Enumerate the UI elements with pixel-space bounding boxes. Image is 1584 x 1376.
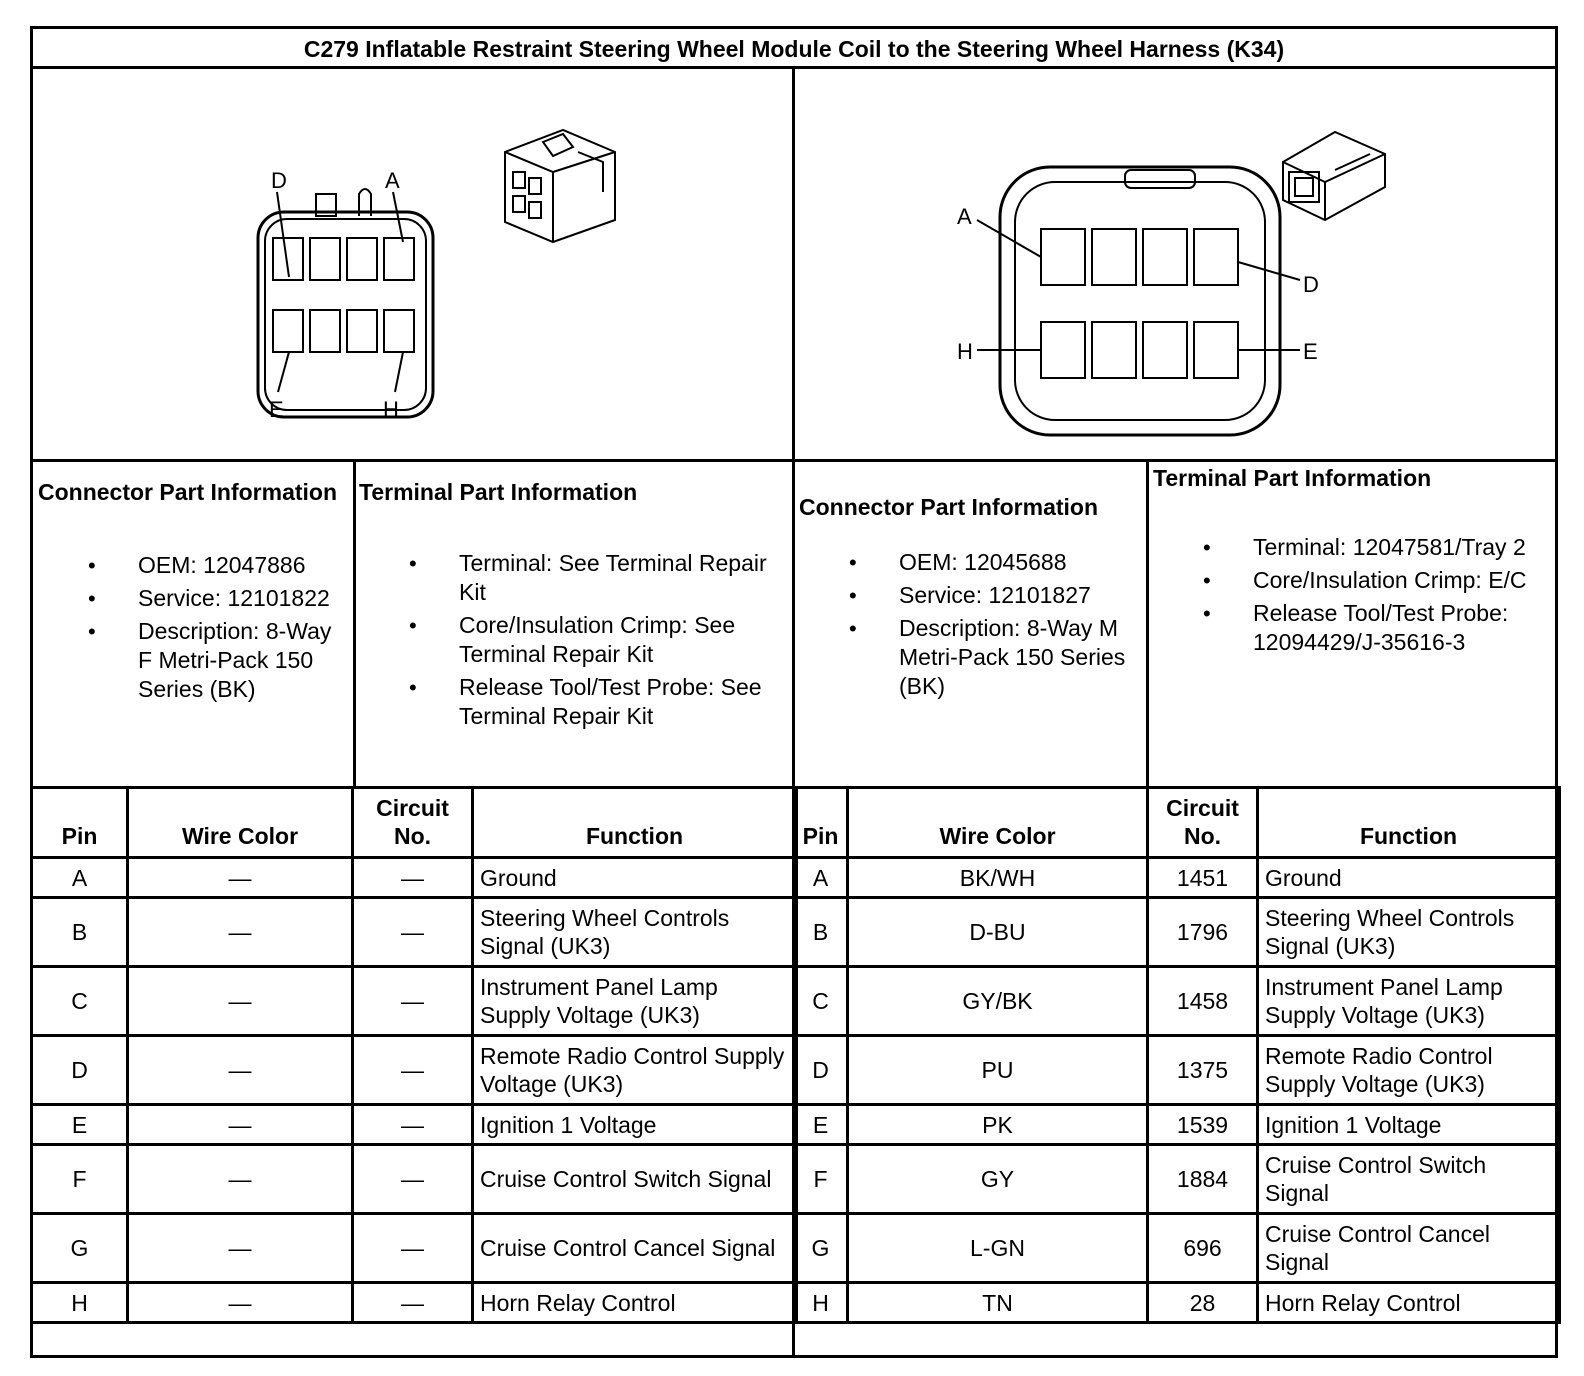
cell-wire: —	[128, 967, 353, 1036]
right-connector-list	[799, 548, 1143, 701]
cell-wire: TN	[848, 1283, 1148, 1323]
cell-pin: H	[32, 1283, 128, 1323]
cell-circuit: —	[353, 1105, 473, 1145]
left-terminal-heading: Terminal Part Information	[359, 479, 638, 505]
table-row	[794, 1145, 1560, 1214]
cell-function: Remote Radio Control Supply Voltage (UK3)	[473, 1036, 797, 1105]
cell-circuit: 1796	[1148, 898, 1258, 967]
table-header-row	[32, 788, 797, 858]
table-row	[32, 898, 797, 967]
table-header-row	[794, 788, 1560, 858]
cell-circuit: —	[353, 1214, 473, 1283]
right-label-h: H	[957, 339, 973, 364]
cell-wire: —	[128, 1214, 353, 1283]
right-connector-info	[799, 492, 1143, 705]
cell-pin: F	[32, 1145, 128, 1214]
cell-pin: B	[794, 898, 848, 967]
cell-function: Horn Relay Control	[1258, 1283, 1560, 1323]
table-row	[32, 1105, 797, 1145]
table-row	[32, 1214, 797, 1283]
cell-function: Cruise Control Cancel Signal	[473, 1214, 797, 1283]
cell-wire: —	[128, 1145, 353, 1214]
diagram-divider	[33, 459, 1555, 462]
left-label-d: D	[271, 168, 287, 193]
table-row	[32, 967, 797, 1036]
table-row	[794, 967, 1560, 1036]
col-pin: Pin	[794, 788, 848, 858]
right-label-e: E	[1303, 339, 1318, 364]
list-item: • Core/Insulation Crimp: E/C	[1153, 566, 1551, 595]
col-wire-color: Wire Color	[128, 788, 353, 858]
cell-pin: E	[794, 1105, 848, 1145]
cell-function: Instrument Panel Lamp Supply Voltage (UK3)	[473, 967, 797, 1036]
cell-circuit: 1375	[1148, 1036, 1258, 1105]
right-terminal-list	[1153, 533, 1551, 657]
cell-wire: GY	[848, 1145, 1148, 1214]
left-connector-thumbnail	[505, 130, 615, 242]
cell-circuit: 696	[1148, 1214, 1258, 1283]
cell-function: Cruise Control Cancel Signal	[1258, 1214, 1560, 1283]
col-function: Function	[1258, 788, 1560, 858]
left-connector-heading: Connector Part Information	[38, 479, 338, 505]
cell-wire: —	[128, 898, 353, 967]
cell-circuit: —	[353, 1036, 473, 1105]
cell-pin: D	[32, 1036, 128, 1105]
col-pin: Pin	[32, 788, 128, 858]
cell-function: Cruise Control Switch Signal	[1258, 1145, 1560, 1214]
table-row	[32, 1283, 797, 1323]
table-row	[794, 1214, 1560, 1283]
cell-circuit: 1458	[1148, 967, 1258, 1036]
list-item: • OEM: 12047886	[38, 551, 350, 580]
right-terminal-heading: Terminal Part Information	[1153, 465, 1432, 491]
left-pin-table	[30, 786, 798, 1324]
cell-circuit: —	[353, 1283, 473, 1323]
table-row	[794, 858, 1560, 898]
list-item: • Terminal: 12047581/Tray 2	[1153, 533, 1551, 562]
cell-pin: D	[794, 1036, 848, 1105]
list-item: • Release Tool/Test Probe: See Terminal Repair Kit	[359, 673, 789, 731]
list-item: • Core/Insulation Crimp: See Terminal Repair Kit	[359, 611, 789, 669]
cell-wire: PK	[848, 1105, 1148, 1145]
left-connector-list	[38, 551, 350, 704]
col-circuit-no: Circuit No.	[1148, 788, 1258, 858]
col-circuit-no: Circuit No.	[353, 788, 473, 858]
cell-pin: E	[32, 1105, 128, 1145]
cell-pin: H	[794, 1283, 848, 1323]
left-label-h: H	[383, 397, 399, 422]
cell-wire: —	[128, 1283, 353, 1323]
col-function: Function	[473, 788, 797, 858]
right-label-d: D	[1303, 272, 1319, 297]
cell-function: Steering Wheel Controls Signal (UK3)	[1258, 898, 1560, 967]
table-row	[794, 898, 1560, 967]
list-item: • Release Tool/Test Probe: 12094429/J-35616-3	[1153, 599, 1551, 657]
cell-function: Ground	[473, 858, 797, 898]
connector-sheet	[30, 26, 1558, 1358]
cell-function: Steering Wheel Controls Signal (UK3)	[473, 898, 797, 967]
left-connector-face	[258, 189, 433, 417]
cell-wire: L-GN	[848, 1214, 1148, 1283]
cell-function: Ignition 1 Voltage	[1258, 1105, 1560, 1145]
cell-circuit: —	[353, 898, 473, 967]
left-connector-diagram	[33, 72, 792, 459]
page-title: C279 Inflatable Restraint Steering Wheel Module Coil to the Steering Wheel Harness (K34)	[33, 29, 1555, 69]
right-pin-table	[792, 786, 1561, 1324]
cell-wire: —	[128, 1105, 353, 1145]
table-row	[794, 1283, 1560, 1323]
cell-wire: GY/BK	[848, 967, 1148, 1036]
cell-function: Cruise Control Switch Signal	[473, 1145, 797, 1214]
list-item: • Service: 12101827	[799, 581, 1143, 610]
right-connector-thumbnail	[1283, 132, 1385, 220]
table-row	[32, 1145, 797, 1214]
cell-pin: C	[794, 967, 848, 1036]
cell-function: Ignition 1 Voltage	[473, 1105, 797, 1145]
left-info-divider	[353, 459, 356, 789]
cell-circuit: —	[353, 967, 473, 1036]
cell-pin: A	[794, 858, 848, 898]
cell-circuit: —	[353, 1145, 473, 1214]
list-item: • Service: 12101822	[38, 584, 350, 613]
cell-pin: G	[794, 1214, 848, 1283]
cell-pin: G	[32, 1214, 128, 1283]
right-connector-heading: Connector Part Information	[799, 494, 1099, 520]
cell-circuit: —	[353, 858, 473, 898]
table-row	[32, 1036, 797, 1105]
cell-pin: F	[794, 1145, 848, 1214]
right-info-divider	[1146, 459, 1149, 789]
right-terminal-info	[1153, 463, 1551, 661]
cell-wire: —	[128, 1036, 353, 1105]
cell-circuit: 1451	[1148, 858, 1258, 898]
left-terminal-info	[359, 477, 789, 735]
cell-function: Remote Radio Control Supply Voltage (UK3)	[1258, 1036, 1560, 1105]
right-label-a: A	[957, 204, 972, 229]
cell-wire: D-BU	[848, 898, 1148, 967]
list-item: • Terminal: See Terminal Repair Kit	[359, 549, 789, 607]
left-terminal-list	[359, 549, 789, 731]
right-connector-face	[977, 167, 1300, 435]
table-row	[794, 1036, 1560, 1105]
list-item: • Description: 8-Way F Metri-Pack 150 Series (BK)	[38, 617, 350, 704]
cell-function: Horn Relay Control	[473, 1283, 797, 1323]
cell-circuit: 1539	[1148, 1105, 1258, 1145]
left-label-a: A	[385, 168, 400, 193]
table-row	[32, 858, 797, 898]
cell-wire: —	[128, 858, 353, 898]
cell-pin: A	[32, 858, 128, 898]
col-wire-color: Wire Color	[848, 788, 1148, 858]
cell-wire: BK/WH	[848, 858, 1148, 898]
cell-function: Ground	[1258, 858, 1560, 898]
cell-function: Instrument Panel Lamp Supply Voltage (UK3)	[1258, 967, 1560, 1036]
right-connector-diagram	[795, 72, 1555, 459]
cell-circuit: 28	[1148, 1283, 1258, 1323]
cell-wire: PU	[848, 1036, 1148, 1105]
list-item: • OEM: 12045688	[799, 548, 1143, 577]
cell-pin: B	[32, 898, 128, 967]
left-label-e: E	[269, 397, 284, 422]
list-item: • Description: 8-Way M Metri-Pack 150 Series (BK)	[799, 614, 1143, 701]
left-connector-info	[38, 477, 350, 708]
table-row	[794, 1105, 1560, 1145]
cell-circuit: 1884	[1148, 1145, 1258, 1214]
cell-pin: C	[32, 967, 128, 1036]
